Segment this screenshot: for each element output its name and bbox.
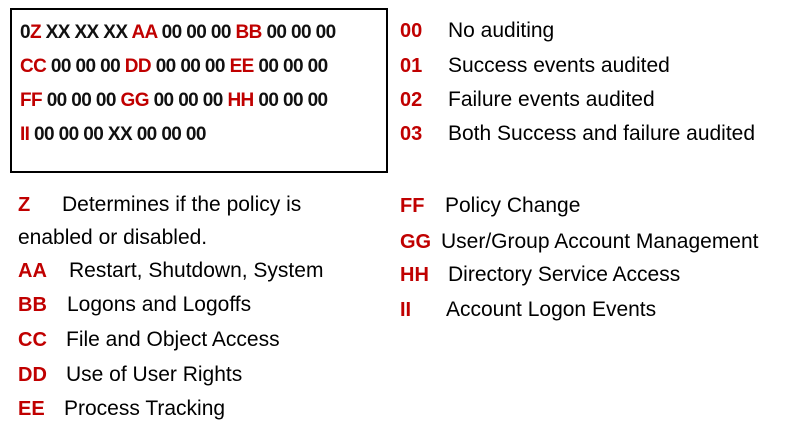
hex-bytes: 00 00 00 [261,22,336,43]
field-desc-dd: Use of User Rights [66,363,243,386]
audit-desc-01: Success events audited [448,54,670,77]
hex-bytes: 00 00 00 [148,90,228,111]
audit-code-03: 03 [400,123,423,145]
field-code-z: Z [18,194,31,216]
audit-code-02: 02 [400,89,423,111]
field-code-gg: GG [400,231,432,253]
audit-desc-00: No auditing [448,19,555,42]
hex-line-4 [20,124,206,146]
field-code-ff: FF [400,195,425,217]
field-code-bb: BB [18,294,47,316]
audit-desc-03: Both Success and failure audited [448,122,756,145]
field-code-cc: CC [18,329,47,351]
field-desc-ff: Policy Change [445,194,581,217]
hex-line-1 [20,22,336,44]
field-desc-ii: Account Logon Events [446,298,657,321]
hex-bytes: 00 00 00 XX 00 00 00 [29,124,206,145]
field-desc-ee: Process Tracking [64,397,226,420]
hex-bytes: 00 00 00 [253,56,328,77]
field-desc-z-line2: enabled or disabled. [18,226,208,249]
hex-field-code: AA [131,22,157,43]
hex-bytes: 00 00 00 [46,56,125,77]
hex-bytes: 00 00 00 [151,56,230,77]
hex-field-code: II [20,124,30,145]
hex-bytes: 00 00 00 [253,90,328,111]
field-desc-z: Determines if the policy is [62,193,302,216]
hex-bytes: 0 [20,22,30,43]
audit-code-00: 00 [400,20,423,42]
audit-desc-02: Failure events audited [448,88,655,111]
hex-line-3 [20,90,328,112]
field-code-ee: EE [18,398,45,420]
field-code-ii: II [400,299,412,321]
field-desc-gg: User/Group Account Management [441,230,759,253]
hex-field-code: EE [229,56,254,77]
hex-field-code: HH [227,90,254,111]
hex-field-code: CC [20,56,47,77]
field-desc-hh: Directory Service Access [448,263,681,286]
field-desc-aa: Restart, Shutdown, System [69,259,324,282]
audit-code-01: 01 [400,55,423,77]
field-desc-bb: Logons and Logoffs [67,293,252,316]
hex-field-code: Z [29,22,41,43]
field-code-aa: AA [18,260,47,282]
hex-bytes: 00 00 00 [42,90,121,111]
field-code-hh: HH [400,264,429,286]
hex-field-code: BB [235,22,262,43]
hex-bytes: XX XX XX [40,22,132,43]
field-code-dd: DD [18,364,47,386]
hex-string-box [10,8,388,173]
hex-field-code: GG [120,90,149,111]
hex-line-2 [20,56,328,78]
hex-bytes: 00 00 00 [156,22,236,43]
field-desc-cc: File and Object Access [66,328,280,351]
hex-field-code: FF [20,90,43,111]
hex-field-code: DD [124,56,152,77]
